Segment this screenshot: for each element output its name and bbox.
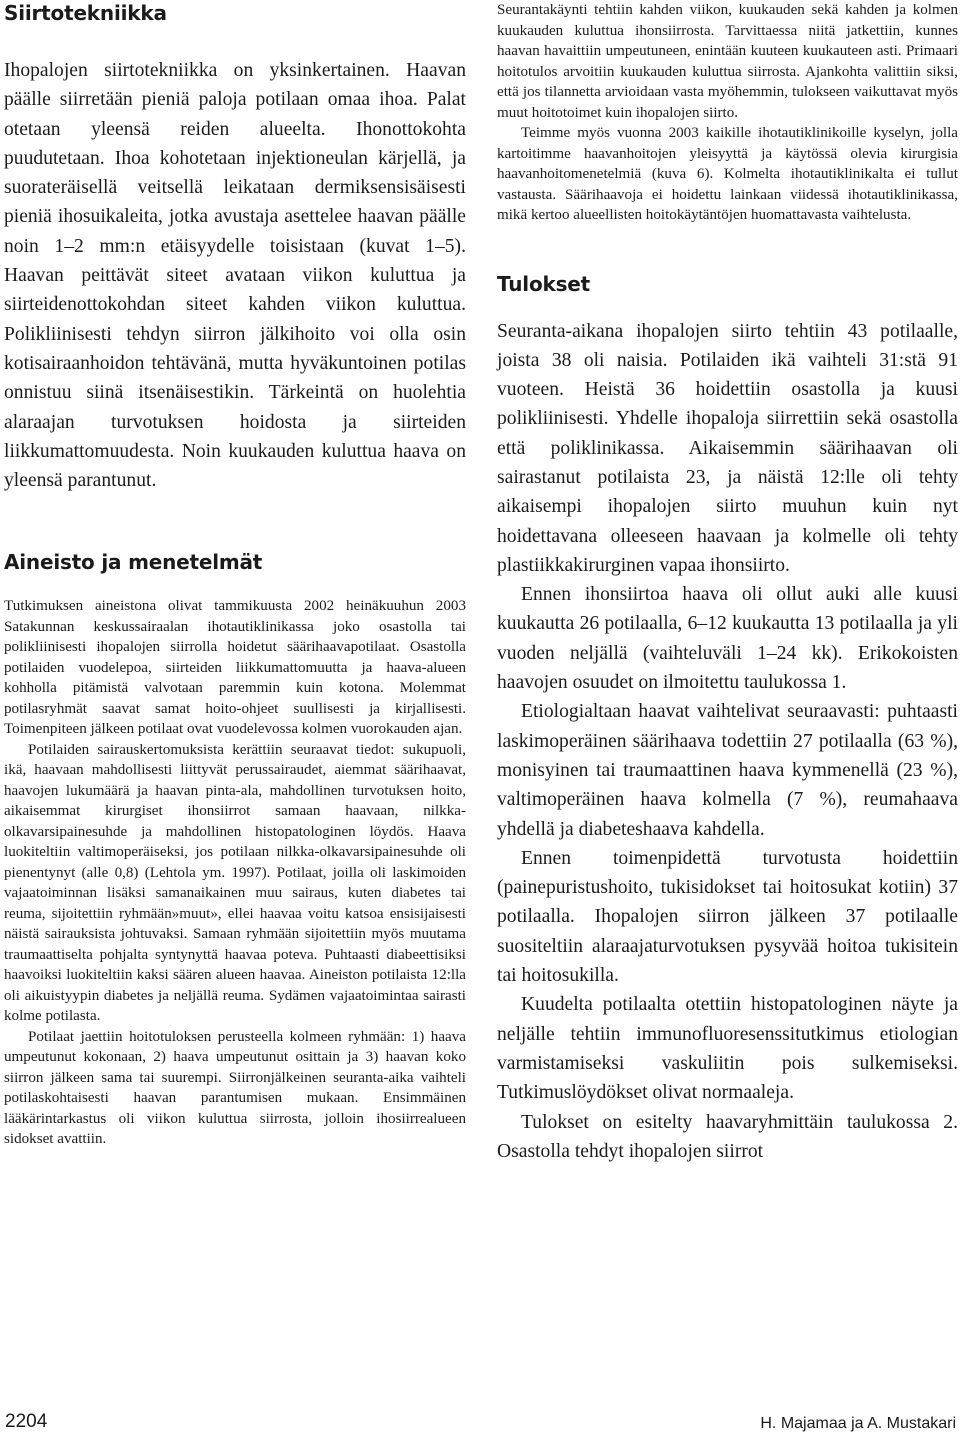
methods-paragraph: Potilaat jaettiin hoitotuloksen perusteella kolmeen ryhmään: 1) haava umpeutunut kokonaan, 2) haava umpeutunut osittain ja 3) haavan koko siirron jälkeen sama tai suurempi. Siirronjälkeinen seuranta-aika vaihteli potilaskohtaisesti haavan parantumisen mukaan. Ensimmäinen lääkärintarkastus oli viikon kuluttua siirrosta, jolloin ihosiirrealueen sidokset avattiin. <box>4 1028 466 1148</box>
results-paragraph: Kuudelta potilaalta otettiin histopatologinen näyte ja neljälle tehtiin immunofluoresenssitutkimus etiologian varmistamiseksi vaskuliitin pois sulkemiseksi. Tutkimuslöydökset olivat normaaleja. <box>497 994 958 1104</box>
results-paragraph: Ennen toimenpidettä turvotusta hoidettiin (painepuristushoito, tukisidokset tai hoitosukat kotiin) 37 potilaalla. Ihopalojen siirron jälkeen 37 potilaalle suositeltiin alaraajaturvotuksen pysyvää hoitoa tukisitein tai hoitosukilla. <box>497 847 958 987</box>
methods-paragraph-continued: Seurantakäynti tehtiin kahden viikon, kuukauden sekä kahden ja kolmen kuukauden kuluttua ihonsiirrosta. Tarvittaessa niitä jatkettiin, kunnes haavan havaittiin umpeutuneen, enintään kuuteen kuukauteen asti. Primaari hoitotulos arvoitiin kuukauden kuluttua siirrosta. Ajankohta valittiin siksi, että jos tilannetta arvioidaan vasta myöhemmin, tulokseen vaikuttavat myös muut hoitotoimet kuin ihopalojen siirto. <box>497 2 958 121</box>
right-column <box>497 0 958 1166</box>
results-paragraph: Tulokset on esitelty haavaryhmittäin taulukossa 2. Osastolla tehdyt ihopalojen siirrot <box>497 1111 958 1162</box>
methods-paragraph: Potilaiden sairauskertomuksista kerättiin seuraavat tiedot: sukupuoli, ikä, haavaan mahdollisesti liittyvät perussairaudet, aiemmat säärihaavat, haavojen lukumäärä ja haavan pinta-ala, mahdollinen turvotuksen hoito, aikaisemmat kirurgiset ihonsiirrot samaan haavaan, nilkka-olkavarsipainesuhde ja mahdollinen histopatologinen löydös. Haava luokiteltiin valtimoperäiseksi, jos potilaan nilkka-olkavarsipainesuhde oli pienentynyt (alle 0,8) (Lehtola ym. 1997). Potilaat, joilla oli laskimoiden vajaatoiminnan lisäksi samanaikainen muu sairaus, kuten diabetes tai reuma, sijoitettiin ryhmään»muut», ellei haavaa voitu katsoa ensisijaisesti näistä sairauksista johtuvaksi. Samaan ryhmään sijoitettiin myös muutama traumaattiselta pohjalta syntynyttä haavaa poteva. Puhtaasti diabeettisiksi haavoiksi luokiteltiin kaksi säären alueen haavaa. Aineiston potilaista 12:lla oli aikuistyypin diabetes ja neljällä reuma. Sydämen vajaatoimintaa sairasti kolme potilasta. <box>4 741 466 1025</box>
page-number: 2204 <box>5 1411 48 1432</box>
intro-paragraph: Ihopalojen siirtotekniikka on yksinkertainen. Haavan päälle siirretään pieniä paloja potilaan omaa ihoa. Palat otetaan yleensä reiden alueelta. Ihonottokohta puudutetaan. Ihoa kohotetaan injektioneulan kärjellä, ja suorateräisellä veitsellä leikataan dermiksensisäisesti pieniä ihosuikaleita, jotka avustaja asettelee haavan päälle noin 1–2 mm:n etäisyydelle toisistaan (kuvat 1–5). Haavan peittävät siteet avataan viikon kuluttua ja siirteidenottokohdan siteet kahden viikon kuluttua. Polikliinisesti tehdyn siirron jälkihoito voi olla osin kotisairaanhoidon tehtävänä, mutta hyväkuntoinen potilas onnistuu siinä itsenäisestikin. Tärkeintä on huolehtia alaraajan turvotuksen hoidosta ja siirteiden liikkumattomuudesta. Noin kuukauden kuluttua haava on yleensä parantunut. <box>4 60 466 492</box>
methods-paragraph: Teimme myös vuonna 2003 kaikille ihotautiklinikoille kyselyn, jolla kartoitimme haavanhoitojen yleisyyttä ja käytössä olevia kirurgisia haavanhoitomenetelmiä (kuva 6). Kolmelta ihotautiklinikalta ei tullut vastausta. Säärihaavoja ei hoidettu lainkaan viidessä ihotautiklinikassa, mikä kertoo alueellisten hoitokäytäntöjen huomattavasta vaihtelusta. <box>497 125 958 223</box>
section-heading-methods: Aineisto ja menetelmät <box>4 550 263 575</box>
left-column <box>4 0 466 1150</box>
results-paragraph: Seuranta-aikana ihopalojen siirto tehtiin 43 potilaalle, joista 38 oli naisia. Potilaiden ikä vaihteli 31:stä 91 vuoteen. Heistä 36 hoidettiin osastolla ja kuusi polikliinisesti. Yhdelle ihopaloja siirrettiin sekä osastolla että poliklinikassa. Aikaisemmin säärihaavan oli sairastanut potilaista 23, ja näistä 12:lle oli tehty aikaisempi ihopalojen siirto muuhun kuin nyt hoidettavana olleeseen haavaan ja kolmelle oli tehty plastiikkakirurginen vapaa ihonsiirto. <box>497 320 958 576</box>
results-paragraph: Ennen ihonsiirtoa haava oli ollut auki alle kuusi kuukautta 26 potilaalla, 6–12 kuukautta 13 potilaalla ja yli vuoden neljällä (vaihteluväli 1–24 kk). Erikokoisten haavojen osuudet on ilmoitettu taulukossa 1. <box>497 584 958 694</box>
section-heading-results: Tulokset <box>497 271 591 296</box>
results-paragraph: Etiologialtaan haavat vaihtelivat seuraavasti: puhtaasti laskimoperäinen säärihaava todettiin 27 potilaalla (63 %), monisyinen tai traumaattinen haava kymmenellä (23 %), valtimoperäinen haava kolmella (7 %), reumahaava yhdellä ja diabeteshaava kahdella. <box>497 701 958 840</box>
author-credit: H. Majamaa ja A. Mustakari <box>760 1415 956 1432</box>
section-heading-technique: Siirtotekniikka <box>4 1 167 25</box>
methods-paragraph: Tutkimuksen aineistona olivat tammikuusta 2002 heinäkuuhun 2003 Satakunnan keskussairaalan ihotautiklinikassa joko osastolla tai polikliinisesti ihopalojen siirrolla hoidetut säärihaavapotilaat. Osastolla potilaiden vuodelepoa, siirteiden liikkumattomuutta ja haava-alueen kohholla pitämistä valvotaan paremmin kuin kotona. Molemmat potilasryhmät saavat samat hoito-ohjeet suullisesti ja kirjallisesti. Toimenpiteen jälkeen potilaat ovat vuodelevossa kolmen vuorokauden ajan. <box>4 598 466 738</box>
